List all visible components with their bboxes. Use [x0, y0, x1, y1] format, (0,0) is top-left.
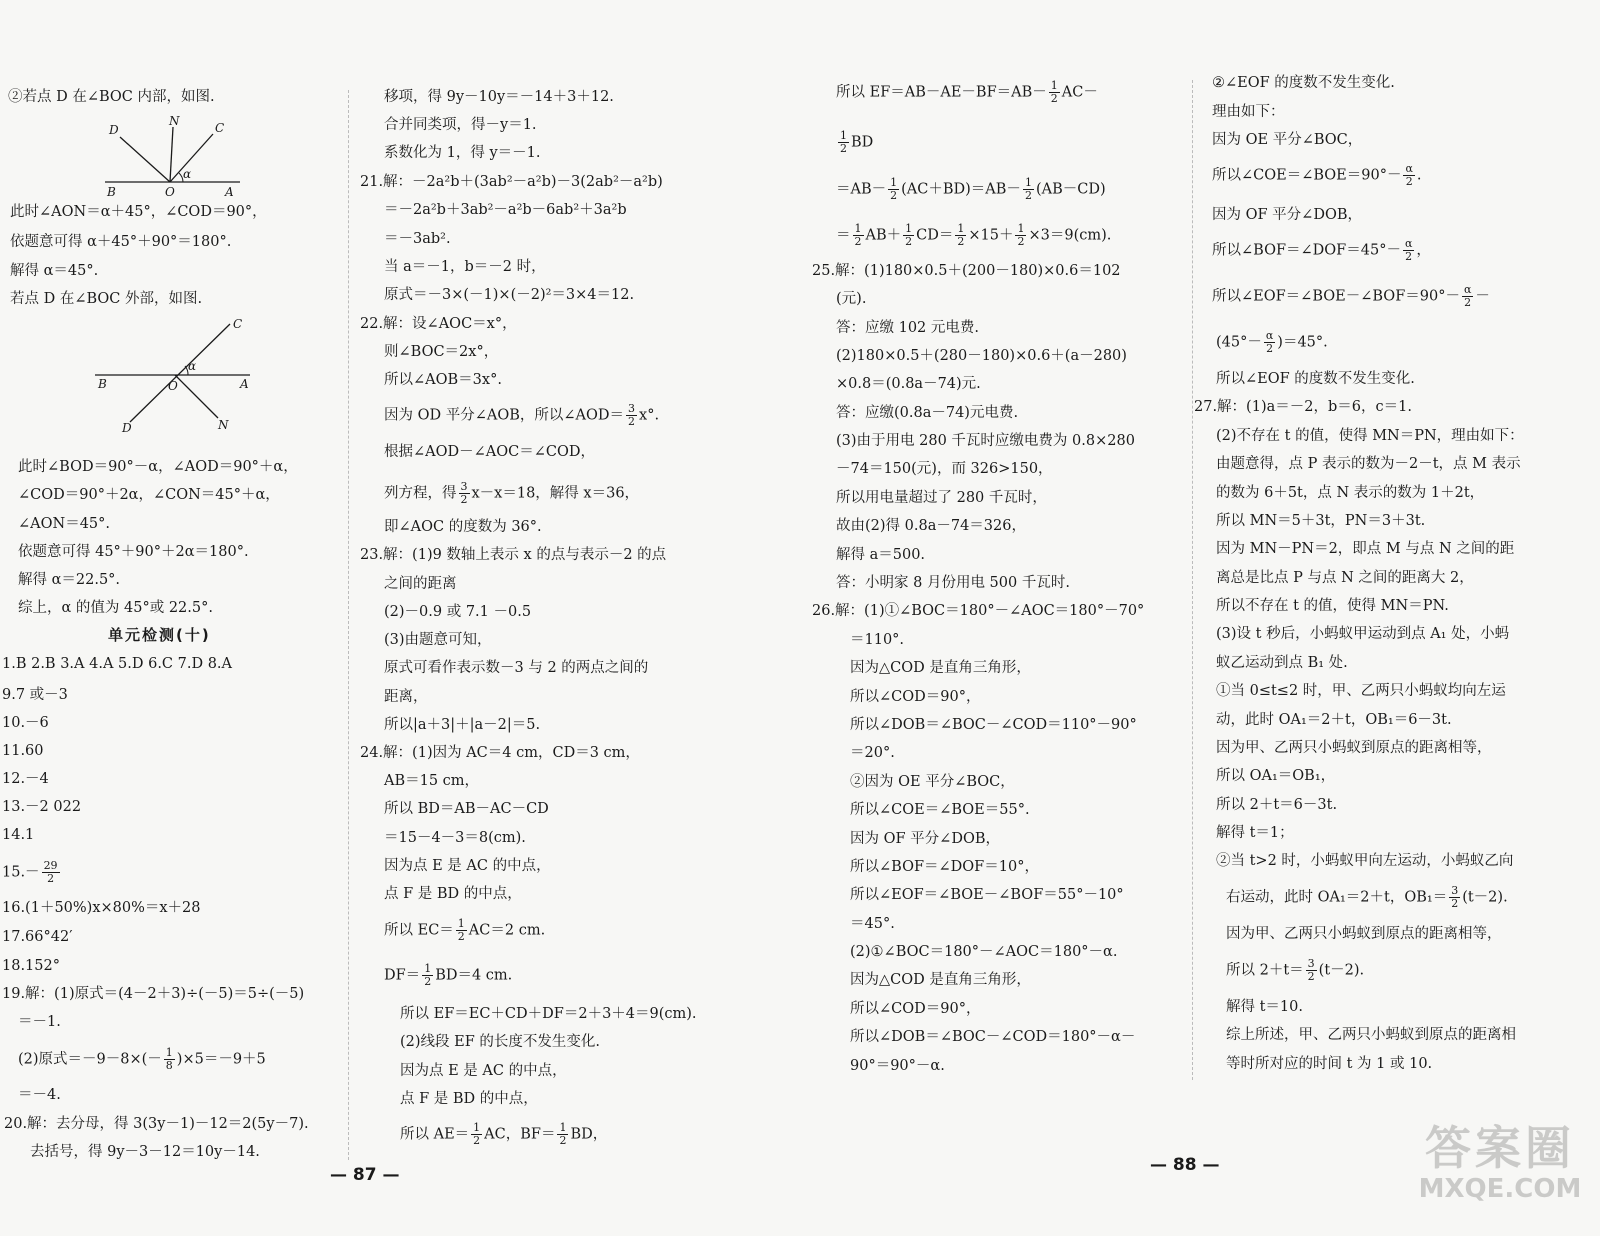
text: DF＝	[384, 967, 421, 984]
text-line: 25.解：(1)180×0.5＋(200－180)×0.6＝102	[812, 263, 1121, 279]
text-line: 9.7 或－3	[2, 687, 68, 703]
text-line: 去括号，得 9y－3－12＝10y－14.	[30, 1144, 260, 1160]
text-line: 若点 D 在∠BOC 外部，如图.	[10, 291, 203, 307]
fraction	[1264, 330, 1275, 355]
fraction	[1049, 80, 1060, 105]
denominator: 2	[1307, 970, 1315, 983]
text-line: 依题意可得 45°＋90°＋2α＝180°.	[18, 544, 249, 560]
numerator: 3	[460, 480, 468, 493]
label-a: A	[240, 377, 249, 391]
numerator: 1	[165, 1046, 173, 1059]
numerator: α	[1405, 162, 1413, 175]
label-b: B	[107, 185, 116, 197]
text-line: 综上，α 的值为 45°或 22.5°.	[18, 600, 213, 616]
text-line: 14.1	[2, 827, 35, 843]
text: 15.－	[2, 864, 40, 881]
text-line	[2, 860, 62, 885]
text: 右运动，此时 OA₁＝2＋t，OB₁＝	[1226, 889, 1448, 906]
figure-angle-inside	[95, 112, 255, 197]
denominator: 2	[424, 975, 432, 988]
text-line: 因为 OF 平分∠DOB，	[1212, 207, 1362, 223]
denominator: 2	[1464, 296, 1472, 309]
text: BD＝4 cm.	[435, 967, 513, 984]
text-line: 13.－2 022	[2, 799, 82, 815]
text-line: 答：应缴(0.8a－74)元电费.	[836, 405, 1019, 421]
text-line	[384, 403, 659, 428]
text-line: 依题意可得 α＋45°＋90°＝180°.	[10, 234, 232, 250]
denominator: 2	[905, 235, 913, 248]
text-line: (3)设 t 秒后，小蚂蚁甲运动到点 A₁ 处，小蚂	[1216, 626, 1510, 642]
text: ×15＋	[968, 227, 1014, 244]
text-line: 11.60	[2, 743, 44, 759]
text-line: ∠AON＝45°.	[18, 516, 111, 532]
text: 所以 EC＝	[384, 922, 454, 939]
text-line: (2)－0.9 或 7.1 －0.5	[384, 604, 532, 620]
numerator: 1	[1017, 222, 1025, 235]
text: BD，	[570, 1126, 608, 1143]
text-line: 因为甲、乙两只小蚂蚁到原点的距离相等，	[1226, 926, 1502, 942]
text-line	[1226, 958, 1364, 983]
text-line	[1226, 885, 1508, 910]
text-line: 此时∠AON＝α＋45°，∠COD＝90°，	[10, 204, 267, 220]
text-line	[18, 1047, 266, 1072]
denominator: 2	[1266, 342, 1274, 355]
watermark-text-en: MXQE.COM	[1418, 1174, 1582, 1204]
text: 所以 AE＝	[400, 1126, 470, 1143]
label-b: B	[98, 377, 107, 391]
text-line: 所以∠COD＝90°，	[850, 1001, 981, 1017]
text-line	[836, 80, 1098, 105]
text-line: 合并同类项，得－y＝1.	[384, 117, 537, 133]
text-line: 等时所对应的时间 t 为 1 或 10.	[1226, 1056, 1433, 1072]
text-line: ①当 0≤t≤2 时，甲、乙两只小蚂蚁均向左运	[1216, 683, 1506, 699]
text-line: 移项，得 9y－10y＝－14＋3＋12.	[384, 89, 614, 105]
text-line: 即∠AOC 的度数为 36°.	[384, 519, 542, 535]
text-line: 蚁乙运动到点 B₁ 处.	[1216, 655, 1348, 671]
text-line: 所以用电量超过了 280 千瓦时，	[836, 490, 1047, 506]
text-line: 24.解：(1)因为 AC＝4 cm，CD＝3 cm，	[360, 745, 640, 761]
text: ×3＝9(cm).	[1028, 227, 1112, 244]
text-line: 根据∠AOD－∠AOC＝∠COD，	[384, 444, 595, 460]
denominator: 2	[957, 235, 965, 248]
text-line: 90°＝90°－α.	[850, 1058, 945, 1074]
text: 所以∠EOF＝∠BOE－∠BOF＝90°－	[1212, 288, 1460, 305]
text-line: 故由(2)得 0.8a－74＝326，	[836, 518, 1026, 534]
text-line: 解得 t＝1；	[1216, 825, 1294, 841]
text-line	[1216, 330, 1328, 355]
numerator: 1	[1050, 79, 1058, 92]
text: (AC＋BD)＝AB－	[901, 181, 1021, 198]
text-line: 23.解：(1)9 数轴上表示 x 的点与表示－2 的点	[360, 547, 667, 563]
numerator: 3	[628, 402, 636, 415]
text-line: 所以 BD＝AB－AC－CD	[384, 801, 549, 817]
text-line: ②若点 D 在∠BOC 内部，如图.	[8, 89, 215, 105]
denominator: 2	[854, 235, 862, 248]
fraction	[1306, 958, 1317, 983]
fraction	[1015, 223, 1026, 248]
text-line: 因为 OE 平分∠BOC，	[1212, 132, 1363, 148]
text-line: 所以∠AOB＝3x°.	[384, 372, 502, 388]
text-line: 所以不存在 t 的值，使得 MN＝PN.	[1216, 598, 1449, 614]
text-line: －74＝150(元)，而 326>150，	[836, 461, 1053, 477]
text-line: 19.解：(1)原式＝(4－2＋3)÷(－5)＝5÷(－5)	[2, 986, 305, 1002]
page-number-left: — 87 —	[330, 1165, 400, 1185]
fraction	[888, 177, 899, 202]
text-line: 理由如下：	[1212, 104, 1285, 120]
denominator: 2	[1017, 235, 1025, 248]
text-line: 因为甲、乙两只小蚂蚁到原点的距离相等，	[1216, 740, 1492, 756]
label-d: D	[122, 421, 132, 435]
text: AC，BF＝	[484, 1126, 556, 1143]
text-line: ＝110°.	[850, 632, 905, 648]
fraction	[1403, 238, 1414, 263]
numerator: 1	[424, 962, 432, 975]
text-line: ×0.8＝(0.8a－74)元.	[836, 376, 981, 392]
fraction	[1023, 177, 1034, 202]
text-line: 原式＝－3×(－1)×(－2)²＝3×4＝12.	[384, 287, 635, 303]
column-divider	[1192, 80, 1193, 1080]
numerator: 1	[854, 222, 862, 235]
text-line: 1.B 2.B 3.A 4.A 5.D 6.C 7.D 8.A	[2, 656, 233, 672]
text: 所以 EF＝AB－AE－BF＝AB－	[836, 84, 1047, 101]
denominator: 2	[460, 493, 468, 506]
text-line: 之间的距离	[384, 576, 457, 592]
label-n: N	[169, 114, 180, 128]
numerator: 1	[1024, 176, 1032, 189]
denominator: 2	[1405, 250, 1413, 263]
text-line: 22.解：设∠AOC＝x°，	[360, 316, 517, 332]
text: AC＝2 cm.	[468, 922, 546, 939]
text-line: 18.152°	[2, 958, 60, 974]
text-line: 所以 EF＝EC＋CD＋DF＝2＋3＋4＝9(cm).	[400, 1006, 697, 1022]
denominator: 2	[890, 189, 898, 202]
text: 列方程，得	[384, 485, 457, 502]
denominator: 2	[473, 1134, 481, 1147]
text-line	[384, 481, 639, 506]
text-line: (2)①∠BOC＝180°－∠AOC＝180°－α.	[850, 944, 1118, 960]
text-line: 20.解：去分母，得 3(3y－1)－12＝2(5y－7).	[4, 1116, 309, 1132]
text: 所以∠COE＝∠BOE＝90°－	[1212, 167, 1402, 184]
text-line: 此时∠BOD＝90°－α，∠AOD＝90°＋α，	[18, 459, 298, 475]
text-line	[1212, 238, 1431, 263]
text-line: ∠COD＝90°＋2α，∠CON＝45°＋α，	[18, 487, 280, 503]
text-line: 点 F 是 BD 的中点，	[384, 886, 522, 902]
fraction	[1462, 284, 1473, 309]
text: (AB－CD)	[1035, 181, 1106, 198]
denominator: 2	[559, 1134, 567, 1147]
text: )×5＝－9＋5	[176, 1051, 266, 1068]
label-n: N	[218, 418, 229, 432]
figure-angle-outside	[90, 312, 260, 437]
text-line: 所以 MN＝5＋3t，PN＝3＋3t.	[1216, 513, 1426, 529]
text-line: ＝－4.	[18, 1087, 61, 1103]
text: CD＝	[916, 227, 954, 244]
text: ＝AB－	[836, 181, 887, 198]
text: (2)原式＝－9－8×(－	[18, 1051, 162, 1068]
text-line: 因为△COD 是直角三角形，	[850, 660, 1031, 676]
text-line: (2)线段 EF 的长度不发生变化.	[400, 1034, 601, 1050]
label-alpha: α	[183, 167, 192, 181]
denominator: 2	[1405, 175, 1413, 188]
text: (45°－	[1216, 334, 1262, 351]
section-heading: 单元检测(十)	[108, 626, 211, 644]
fraction	[955, 223, 966, 248]
text-line: ②当 t>2 时，小蚂蚁甲向左运动，小蚂蚁乙向	[1216, 853, 1514, 869]
label-c: C	[215, 121, 225, 135]
text-line: ②因为 OE 平分∠BOC，	[850, 774, 1015, 790]
watermark-logo	[1415, 1112, 1585, 1222]
text: AC－	[1061, 84, 1098, 101]
text-line: 所以∠DOB＝∠BOC－∠COD＝180°－α－	[850, 1029, 1136, 1045]
text-line	[384, 963, 512, 988]
numerator: α	[1404, 237, 1413, 250]
text-line	[836, 130, 873, 155]
numerator: 1	[957, 222, 965, 235]
text-line: 所以|a＋3|＋|a－2|＝5.	[384, 717, 541, 733]
denominator: 2	[47, 872, 55, 885]
text-line: 17.66°42′	[2, 929, 73, 945]
denominator: 2	[628, 415, 636, 428]
fraction	[1449, 885, 1460, 910]
numerator: 1	[840, 129, 847, 142]
denominator: 2	[1024, 189, 1032, 202]
text-line: 所以 2＋t＝6－3t.	[1216, 797, 1338, 813]
label-o: O	[168, 379, 178, 393]
denominator: 2	[1050, 92, 1058, 105]
text-line: ＝45°.	[850, 916, 895, 932]
text: 所以∠BOF＝∠DOF＝45°－	[1212, 242, 1401, 259]
text-line	[384, 918, 545, 943]
text-line: 所以∠BOF＝∠DOF＝10°，	[850, 859, 1039, 875]
numerator: 3	[1451, 884, 1459, 897]
fraction	[164, 1047, 175, 1072]
fraction	[626, 403, 637, 428]
numerator: 1	[890, 176, 898, 189]
denominator: 2	[1451, 897, 1459, 910]
text: 因为 OD 平分∠AOB，所以∠AOD＝	[384, 407, 625, 424]
fraction	[1403, 163, 1414, 188]
text: .	[1416, 167, 1422, 184]
text-line	[1212, 163, 1422, 188]
text-line: 27.解：(1)a＝－2，b＝6，c＝1.	[1194, 399, 1412, 415]
label-c: C	[233, 317, 243, 331]
numerator: α	[1463, 283, 1472, 296]
text-line: 26.解：(1)①∠BOC＝180°－∠AOC＝180°－70°	[812, 603, 1145, 619]
text-line: 因为 OF 平分∠DOB，	[850, 831, 1000, 847]
numerator: 1	[905, 222, 913, 235]
label-a: A	[225, 185, 234, 197]
text-line: 所以∠COD＝90°，	[850, 689, 981, 705]
text-line: ②∠EOF 的度数不发生变化.	[1212, 75, 1395, 91]
text: BD	[851, 134, 874, 151]
text-line: 则∠BOC＝2x°，	[384, 344, 499, 360]
text-line: ＝－3ab².	[384, 231, 451, 247]
text-line: 因为 MN－PN＝2，即点 M 与点 N 之间的距	[1216, 541, 1515, 557]
text-line: 所以∠COE＝∠BOE＝55°.	[850, 802, 1030, 818]
text-line: 解得 t＝10.	[1226, 999, 1303, 1015]
fraction	[456, 918, 467, 943]
text-line: 所以∠EOF＝∠BOE－∠BOF＝55°－10°	[850, 887, 1124, 903]
text-line: AB＝15 cm，	[384, 773, 480, 789]
watermark-text-cn: 答案圈	[1425, 1121, 1575, 1175]
text-line: 距离，	[384, 689, 428, 705]
text-line: 16.(1＋50%)x×80%＝x＋28	[2, 900, 201, 916]
text-line: 原式可看作表示数－3 与 2 的两点之间的	[384, 660, 649, 676]
numerator: α	[1265, 329, 1274, 342]
text: (t－2).	[1462, 889, 1508, 906]
text-line: 当 a＝－1，b＝－2 时，	[384, 259, 546, 275]
text-line: 解得 α＝22.5°.	[18, 572, 121, 588]
numerator: 3	[1307, 957, 1315, 970]
text-line: 12.－4	[2, 771, 49, 787]
text-line: 动，此时 OA₁＝2＋t，OB₁＝6－3t.	[1216, 712, 1452, 728]
column-divider	[348, 90, 349, 1160]
fraction	[422, 963, 433, 988]
text-line: 解得 a＝500.	[836, 547, 926, 563]
text-line	[836, 223, 1111, 248]
text: (t－2).	[1318, 962, 1365, 979]
numerator: 1	[559, 1121, 567, 1134]
text-line: (元).	[836, 291, 867, 307]
numerator: 1	[473, 1121, 481, 1134]
text-line: 答：应缴 102 元电费.	[836, 320, 980, 336]
label-d: D	[109, 123, 119, 137]
fraction	[557, 1122, 568, 1147]
fraction	[853, 223, 864, 248]
fraction	[459, 481, 470, 506]
page-number-right: — 88 —	[1150, 1155, 1220, 1175]
text-line: (2)180×0.5＋(280－180)×0.6＋(a－280)	[836, 348, 1127, 364]
text-line: (3)由于用电 280 千瓦时应缴电费为 0.8×280	[836, 433, 1135, 449]
text-line: (3)由题意可知，	[384, 632, 492, 648]
text-line: 由题意得，点 P 表示的数为－2－t，点 M 表示	[1216, 456, 1521, 472]
text-line: 因为△COD 是直角三角形，	[850, 972, 1031, 988]
fraction	[903, 223, 914, 248]
text-line: (2)不存在 t 的值，使得 MN＝PN，理由如下：	[1216, 428, 1524, 444]
text: 所以 2＋t＝	[1226, 962, 1304, 979]
text-line: 答：小明家 8 月份用电 500 千瓦时.	[836, 575, 1070, 591]
text-line: ＝20°.	[850, 745, 895, 761]
numerator: 29	[43, 859, 58, 872]
text-line: 所以 OA₁＝OB₁，	[1216, 768, 1336, 784]
denominator: 2	[840, 142, 847, 155]
label-alpha: α	[188, 359, 197, 373]
text-line: ＝－1.	[18, 1014, 61, 1030]
text-line: 因为点 E 是 AC 的中点，	[400, 1063, 567, 1079]
text-line: 综上所述，甲、乙两只小蚂蚁到原点的距离相	[1226, 1027, 1516, 1043]
text-line: 10.－6	[2, 715, 49, 731]
text: ＝	[836, 227, 851, 244]
text-line	[836, 177, 1106, 202]
text-line: 21.解：－2a²b＋(3ab²－a²b)－3(2ab²－a²b)	[360, 174, 663, 190]
text-line	[400, 1122, 607, 1147]
fraction	[471, 1122, 482, 1147]
text-line: 点 F 是 BD 的中点，	[400, 1091, 538, 1107]
text: )＝45°.	[1277, 334, 1328, 351]
text: x－x＝18，解得 x＝36，	[471, 485, 640, 502]
text-line: ＝15－4－3＝8(cm).	[384, 830, 526, 846]
text: ，	[1416, 242, 1431, 259]
fraction	[42, 860, 60, 885]
text-line: ＝－2a²b＋3ab²－a²b－6ab²＋3a²b	[384, 202, 627, 218]
text-line: 解得 α＝45°.	[10, 263, 99, 279]
text-line: 所以∠EOF 的度数不发生变化.	[1216, 371, 1415, 387]
text-line: 所以∠DOB＝∠BOC－∠COD＝110°－90°	[850, 717, 1137, 733]
text-line: 的数为 6＋5t，点 N 表示的数为 1＋2t，	[1216, 485, 1485, 501]
text: x°.	[639, 407, 660, 424]
fraction	[838, 130, 849, 155]
text-line: 离总是比点 P 与点 N 之间的距离大 2，	[1216, 570, 1474, 586]
denominator: 8	[165, 1059, 173, 1072]
denominator: 2	[457, 930, 465, 943]
text: －	[1475, 288, 1490, 305]
text-line: 因为点 E 是 AC 的中点，	[384, 858, 551, 874]
text-line	[1212, 284, 1490, 309]
label-o: O	[165, 185, 175, 197]
text: AB＋	[865, 227, 902, 244]
numerator: 1	[457, 917, 465, 930]
text-line: 系数化为 1，得 y＝－1.	[384, 145, 541, 161]
